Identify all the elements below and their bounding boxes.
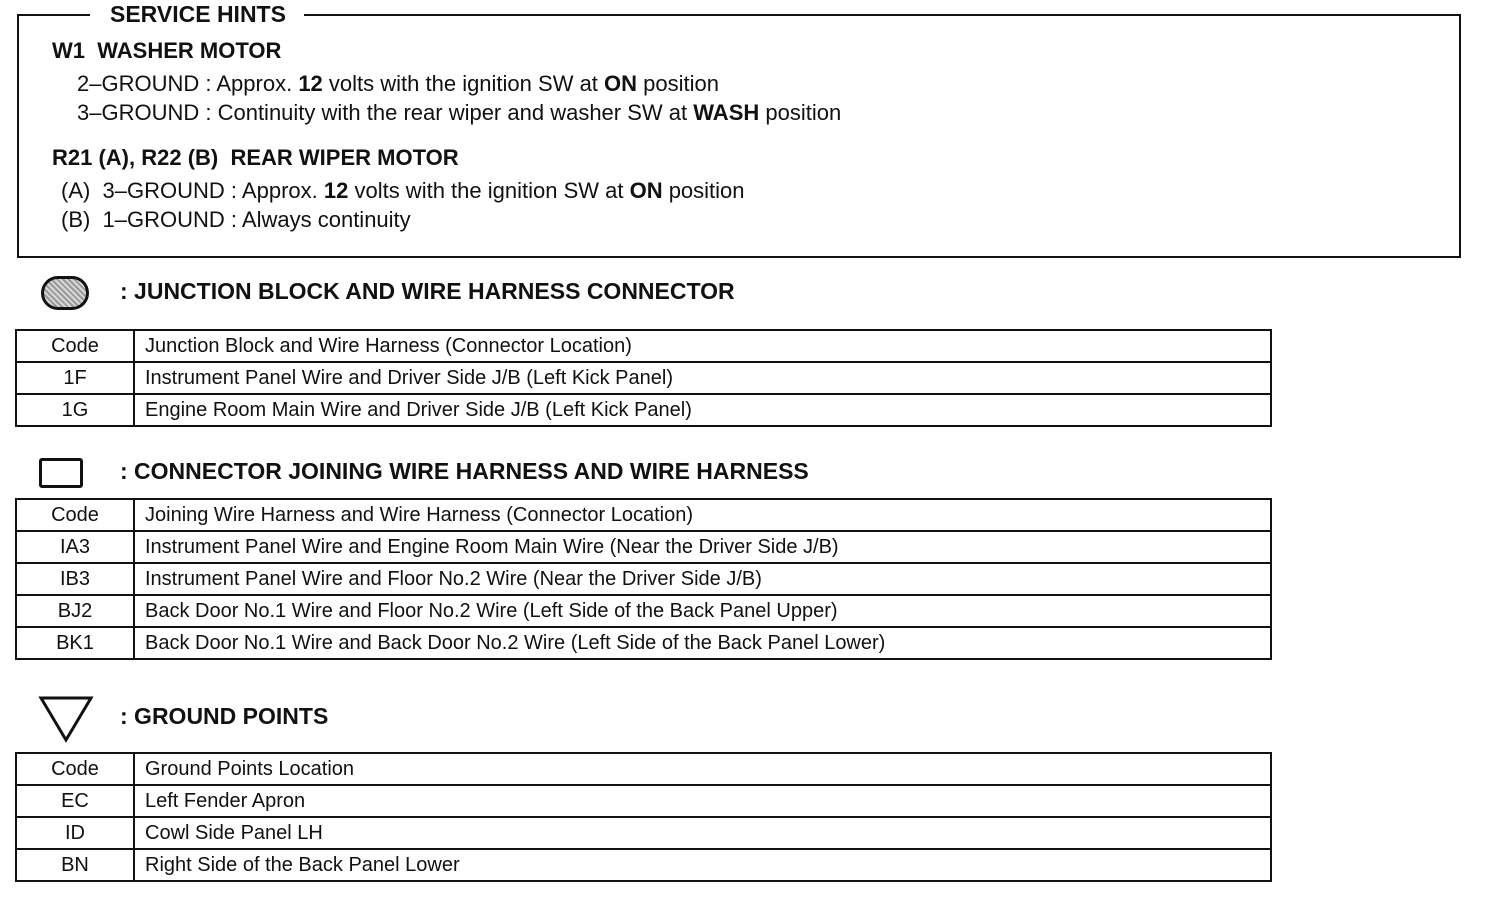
code-header: Code [16,753,134,785]
desc-cell: Back Door No.1 Wire and Back Door No.2 Wire (Left Side of the Back Panel Lower) [134,627,1271,659]
w1-line-2: 3–GROUND : Continuity with the rear wiper and washer SW at WASH position [77,100,842,125]
table-row [16,595,1271,627]
code-cell: IA3 [16,531,134,563]
table-header-row [16,499,1271,531]
desc-cell: Cowl Side Panel LH [134,817,1271,849]
connector-table [15,498,1272,660]
rectangle-icon [39,458,83,488]
ground-table [15,752,1272,882]
desc-cell: Instrument Panel Wire and Driver Side J/B (Left Kick Panel) [134,362,1271,394]
desc-cell: Left Fender Apron [134,785,1271,817]
table-row [16,362,1271,394]
code-header: Code [16,499,134,531]
desc-cell: Instrument Panel Wire and Floor No.2 Wire (Near the Driver Side J/B) [134,563,1271,595]
table-header-row [16,753,1271,785]
table-row [16,785,1271,817]
desc-cell: Right Side of the Back Panel Lower [134,849,1271,881]
code-cell: ID [16,817,134,849]
code-header: Code [16,330,134,362]
table-row [16,849,1271,881]
table-row [16,394,1271,426]
table-row [16,817,1271,849]
table-row [16,531,1271,563]
r21-line-1: (A) 3–GROUND : Approx. 12 volts with the ignition SW at ON position [61,178,745,203]
table-header-row [16,330,1271,362]
junction-table [15,329,1272,427]
code-cell: BJ2 [16,595,134,627]
code-cell: IB3 [16,563,134,595]
desc-header: Ground Points Location [134,753,1271,785]
desc-cell: Back Door No.1 Wire and Floor No.2 Wire (Left Side of the Back Panel Upper) [134,595,1271,627]
desc-header: Joining Wire Harness and Wire Harness (Connector Location) [134,499,1271,531]
desc-header: Junction Block and Wire Harness (Connector Location) [134,330,1271,362]
down-triangle-icon [38,695,94,743]
service-hints-title: SERVICE HINTS [90,0,304,28]
connector-section-title: : CONNECTOR JOINING WIRE HARNESS AND WIRE HARNESS [120,458,809,484]
w1-line-1: 2–GROUND : Approx. 12 volts with the ignition SW at ON position [77,71,719,96]
junction-section-title: : JUNCTION BLOCK AND WIRE HARNESS CONNECTOR [120,278,735,304]
code-cell: 1G [16,394,134,426]
w1-heading: W1 WASHER MOTOR [52,38,282,63]
desc-cell: Engine Room Main Wire and Driver Side J/B (Left Kick Panel) [134,394,1271,426]
code-cell: 1F [16,362,134,394]
rounded-hatched-oval-icon [41,276,89,310]
ground-section-title: : GROUND POINTS [120,703,329,729]
code-cell: EC [16,785,134,817]
code-cell: BK1 [16,627,134,659]
r21-heading: R21 (A), R22 (B) REAR WIPER MOTOR [52,145,459,170]
code-cell: BN [16,849,134,881]
r21-line-2: (B) 1–GROUND : Always continuity [61,207,411,232]
desc-cell: Instrument Panel Wire and Engine Room Main Wire (Near the Driver Side J/B) [134,531,1271,563]
table-row [16,627,1271,659]
table-row [16,563,1271,595]
